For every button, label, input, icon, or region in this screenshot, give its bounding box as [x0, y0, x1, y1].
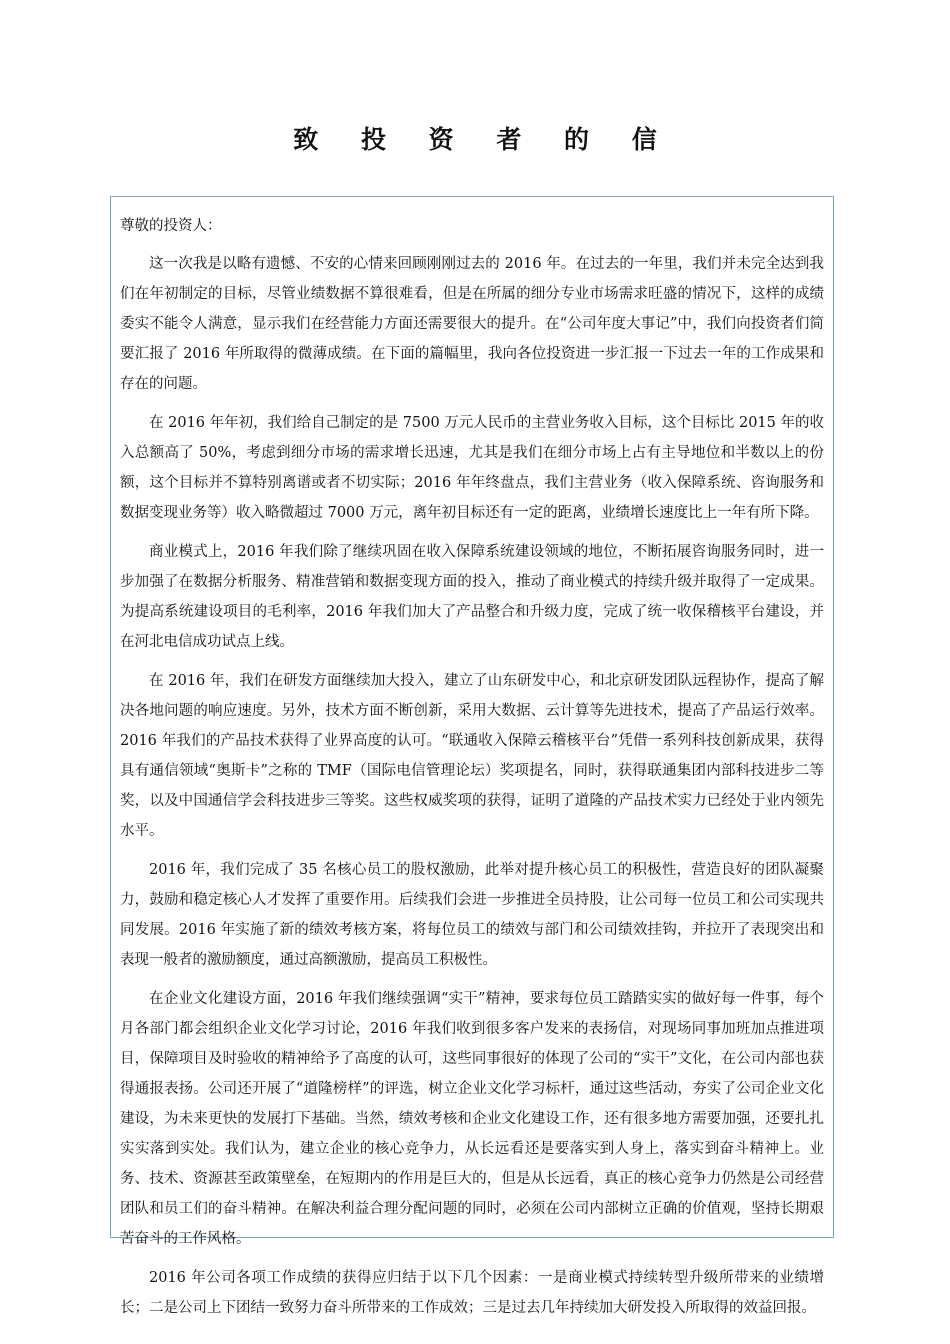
letter-body-box — [110, 196, 834, 1316]
paragraph-1: 这一次我是以略有遗憾、不安的心情来回顾刚刚过去的 2016 年。在过去的一年里，我们并未完全达到我们在年初制定的目标，尽管业绩数据不算很难看，但是在所属的细分专业市场需求旺盛的情况下，这样的成绩委实不能令人满意，显示我们在经营能力方面还需要很大的提升。在“公司年度大事记”中，我们向投资者们简要汇报了 2016 年所取得的微薄成绩。在下面的篇幅里，我向各位投资进一步汇报一下过去一年的工作成果和存在的问题。 — [120, 256, 824, 392]
paragraph-2: 在 2016 年年初，我们给自己制定的是 7500 万元人民币的主营业务收入目标，这个目标比 2015 年的收入总额高了 50%，考虑到细分市场的需求增长迅速，尤其是我们在细分市场上占有主导地位和半数以上的份额，这个目标并不算特别离谱或者不切实际；2016 年年终盘点，我们主营业务（收入保障系统、咨询服务和数据变现业务等）收入略微超过 7000 万元，离年初目标还有一定的距离，业绩增长速度比上一年有所下降。 — [120, 415, 824, 521]
paragraph-7: 2016 年公司各项工作成绩的获得应归结于以下几个因素：一是商业模式持续转型升级所带来的业绩增长；二是公司上下团结一致努力奋斗所带来的工作成效；三是过去几年持续加大研发投入所取得的效益回报。 — [120, 1270, 824, 1316]
paragraph-5: 2016 年，我们完成了 35 名核心员工的股权激励，此举对提升核心员工的积极性，营造良好的团队凝聚力，鼓励和稳定核心人才发挥了重要作用。后续我们会进一步推进全员持股，让公司每一位员工和公司实现共同发展。2016 年实施了新的绩效考核方案，将每位员工的绩效与部门和公司绩效挂钩，并拉开了表现突出和表现一般者的激励额度，通过高额激励，提高员工积极性。 — [120, 862, 824, 968]
salutation: 尊敬的投资人： — [120, 218, 222, 234]
paragraph-4: 在 2016 年，我们在研发方面继续加大投入，建立了山东研发中心，和北京研发团队远程协作，提高了解决各地问题的响应速度。另外，技术方面不断创新，采用大数据、云计算等先进技术，提高了产品运行效率。2016 年我们的产品技术获得了业界高度的认可。“联通收入保障云稽核平台”凭借一系列科技创新成果，获得具有通信领域“奥斯卡”之称的 TMF（国际电信管理论坛）奖项提名，同时，获得联通集团内部科技进步二等奖，以及中国通信学会科技进步三等奖。这些权威奖项的获得，证明了道隆的产品技术实力已经处于业内领先水平。 — [120, 673, 824, 839]
page-title: 致 投 资 者 的 信 — [293, 125, 674, 154]
paragraph-6: 在企业文化建设方面，2016 年我们继续强调“实干”精神，要求每位员工踏踏实实的做好每一件事，每个月各部门都会组织企业文化学习讨论，2016 年我们收到很多客户发来的表扬信，对现场同事加班加点推进项目，保障项目及时验收的精神给予了高度的认可，这些同事很好的体现了公司的“实干”文化，在公司内部也获得通报表扬。公司还开展了“道隆榜样”的评选，树立企业文化学习标杆，通过这些活动，夯实了公司企业文化建设，为未来更快的发展打下基础。当然，绩效考核和企业文化建设工作，还有很多地方需要加强，还要扎扎实实落到实处。我们认为，建立企业的核心竞争力，从长远看还是要落实到人身上，落实到奋斗精神上。业务、技术、资源甚至政策壁垒，在短期内的作用是巨大的，但是从长远看，真正的核心竞争力仍然是公司经营团队和员工们的奋斗精神。在解决利益合理分配问题的同时，必须在公司内部树立正确的价值观，坚持长期艰苦奋斗的工作风格。 — [120, 991, 824, 1247]
paragraph-3: 商业模式上，2016 年我们除了继续巩固在收入保障系统建设领域的地位，不断拓展咨询服务同时，进一步加强了在数据分析服务、精准营销和数据变现方面的投入，推动了商业模式的持续升级并取得了一定成果。为提高系统建设项目的毛利率，2016 年我们加大了产品整合和升级力度，完成了统一收保稽核平台建设，并在河北电信成功试点上线。 — [120, 544, 824, 650]
